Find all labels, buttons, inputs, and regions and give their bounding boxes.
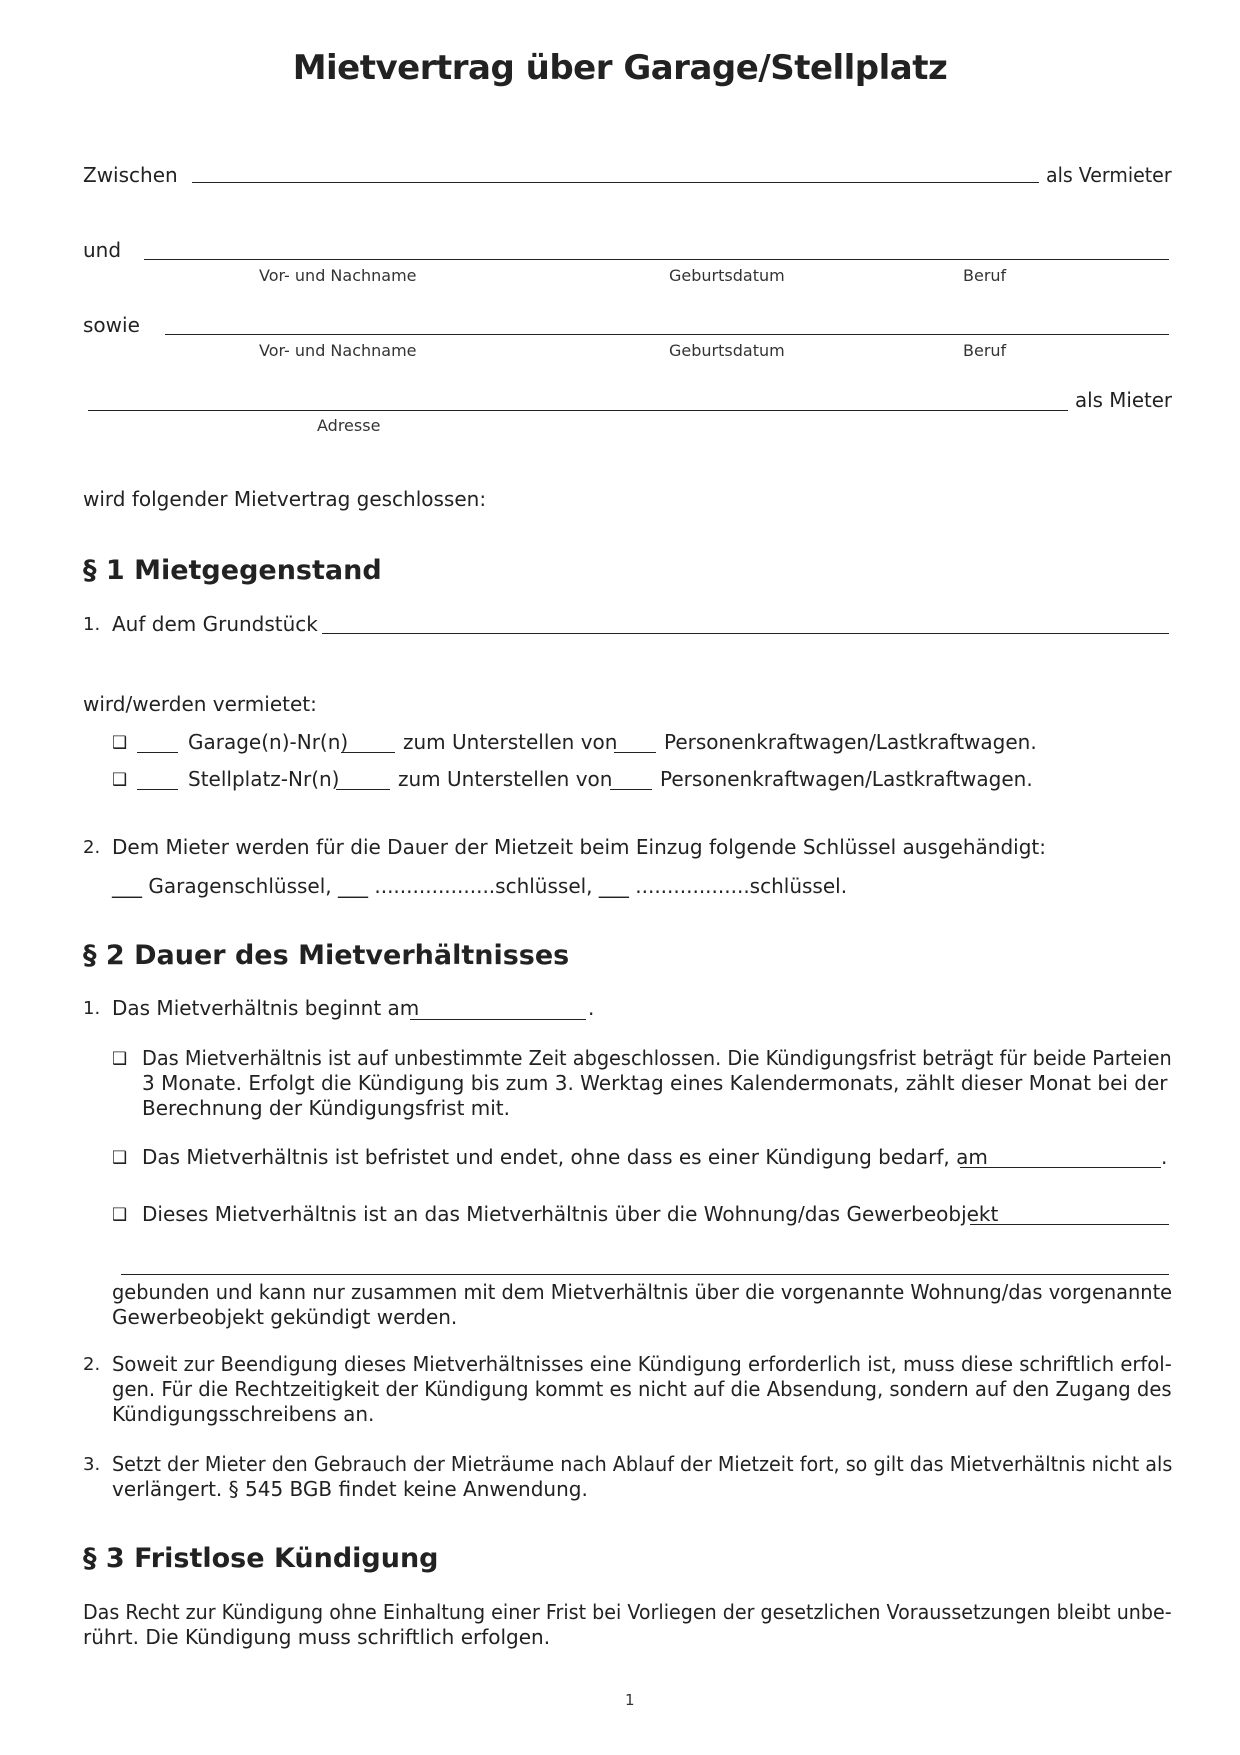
s2-item2-line3: Kündigungsschreibens an.	[112, 1402, 375, 1426]
garage-count-field[interactable]	[137, 752, 178, 753]
stellplatz-checkbox[interactable]: ❑	[112, 770, 128, 790]
und-label: und	[83, 238, 122, 262]
mieter2-geburtsdatum-caption: Geburtsdatum	[669, 341, 785, 360]
mieter2-field[interactable]	[165, 334, 1169, 335]
s2-beginn-period: .	[588, 996, 595, 1020]
vermieter-field[interactable]	[192, 182, 1039, 183]
als-vermieter-label: als Vermieter	[1046, 163, 1172, 187]
s2-item3-line2: verlängert. § 545 BGB findet keine Anwendung.	[112, 1477, 588, 1501]
stellplatz-number-field[interactable]	[336, 789, 390, 790]
s2-item2-number: 2.	[83, 1354, 101, 1375]
befristet-text: Das Mietverhältnis ist befristet und endet, ohne dass es einer Kündigung bedarf, am	[142, 1145, 988, 1169]
unbefristet-line2: 3 Monate. Erfolgt die Kündigung bis zum 3. Werktag eines Kalendermonats, zählt dieser Monat bei der	[142, 1071, 1168, 1095]
mietbeginn-field[interactable]	[410, 1019, 586, 1020]
befristet-end-field[interactable]	[960, 1167, 1161, 1168]
stellplatz-vehicles-field[interactable]	[610, 789, 652, 790]
adresse-field[interactable]	[88, 410, 1068, 411]
garage-number-field[interactable]	[341, 752, 395, 753]
als-mieter-label: als Mieter	[1075, 388, 1173, 412]
gewerbeobjekt-field-continued[interactable]	[121, 1274, 1169, 1275]
garage-vehicles-field[interactable]	[614, 752, 656, 753]
page-number: 1	[625, 1691, 635, 1709]
s1-item1-number: 1.	[83, 614, 101, 635]
section3-heading: § 3 Fristlose Kündigung	[83, 1543, 439, 1574]
garage-unterstellen-label: zum Unterstellen von	[403, 730, 618, 754]
s2-item2-line2: gen. Für die Rechtzeitigkeit der Kündigung kommt es nicht auf die Absendung, sondern auf den Zugang des	[112, 1377, 1172, 1401]
s2-item3-number: 3.	[83, 1454, 101, 1475]
section1-heading: § 1 Mietgegenstand	[83, 555, 382, 586]
s1-grundstueck-label: Auf dem Grundstück	[112, 612, 318, 636]
s1-keys-line: ___ Garagenschlüssel, ___ ...................schlüssel, ___ ..................schlüssel.	[112, 874, 848, 898]
unbefristet-line1: Das Mietverhältnis ist auf unbestimmte Zeit abgeschlossen. Die Kündigungsfrist beträgt für beide Parteien	[142, 1046, 1172, 1070]
zwischen-label: Zwischen	[83, 163, 178, 187]
adresse-caption: Adresse	[317, 416, 381, 435]
mieter1-beruf-caption: Beruf	[963, 266, 1007, 285]
gebunden-cont-line1: gebunden und kann nur zusammen mit dem Mietverhältnis über die vorgenannte Wohnung/das vorgenannte	[112, 1280, 1173, 1304]
s1-schluessel-text: Dem Mieter werden für die Dauer der Mietzeit beim Einzug folgende Schlüssel ausgehändigt:	[112, 835, 1046, 859]
unbefristet-line3: Berechnung der Kündigungsfrist mit.	[142, 1096, 511, 1120]
s3-line2: rührt. Die Kündigung muss schriftlich erfolgen.	[83, 1625, 551, 1649]
mieter1-geburtsdatum-caption: Geburtsdatum	[669, 266, 785, 285]
unbefristet-checkbox[interactable]: ❑	[112, 1049, 128, 1069]
sowie-label: sowie	[83, 313, 140, 337]
gewerbeobjekt-field[interactable]	[970, 1224, 1169, 1225]
s3-line1: Das Recht zur Kündigung ohne Einhaltung einer Frist bei Vorliegen der gesetzlichen Voraussetzungen bleibt unbe-	[83, 1600, 1172, 1624]
gebunden-cont-line2: Gewerbeobjekt gekündigt werden.	[112, 1305, 458, 1329]
s2-item1-number: 1.	[83, 998, 101, 1019]
s1-item2-number: 2.	[83, 837, 101, 858]
befristet-period: .	[1161, 1145, 1168, 1169]
garage-vehicle-label: Personenkraftwagen/Lastkraftwagen.	[664, 730, 1037, 754]
mieter1-name-caption: Vor- und Nachname	[259, 266, 417, 285]
mieter2-name-caption: Vor- und Nachname	[259, 341, 417, 360]
section2-heading: § 2 Dauer des Mietverhältnisses	[83, 940, 570, 971]
gebunden-text: Dieses Mietverhältnis ist an das Mietverhältnis über die Wohnung/das Gewerbeobjekt	[142, 1202, 999, 1226]
grundstueck-field[interactable]	[322, 633, 1169, 634]
s2-item3-line1: Setzt der Mieter den Gebrauch der Mieträume nach Ablauf der Mietzeit fort, so gilt das Mietverhältnis nicht als	[112, 1452, 1173, 1476]
stellplatz-unterstellen-label: zum Unterstellen von	[398, 767, 613, 791]
s1-vermietet-label: wird/werden vermietet:	[83, 692, 317, 716]
garage-checkbox[interactable]: ❑	[112, 733, 128, 753]
garage-label: Garage(n)-Nr(n)	[188, 730, 349, 754]
stellplatz-vehicle-label: Personenkraftwagen/Lastkraftwagen.	[660, 767, 1033, 791]
mieter1-field[interactable]	[144, 259, 1169, 260]
befristet-checkbox[interactable]: ❑	[112, 1148, 128, 1168]
stellplatz-label: Stellplatz-Nr(n)	[188, 767, 340, 791]
vertrag-closing: wird folgender Mietvertrag geschlossen:	[83, 487, 487, 511]
s2-item2-line1: Soweit zur Beendigung dieses Mietverhältnisses eine Kündigung erforderlich ist, muss diese schriftlich erfol-	[112, 1352, 1172, 1376]
gebunden-checkbox[interactable]: ❑	[112, 1205, 128, 1225]
stellplatz-count-field[interactable]	[137, 789, 178, 790]
s2-beginn-label: Das Mietverhältnis beginnt am	[112, 996, 420, 1020]
mieter2-beruf-caption: Beruf	[963, 341, 1007, 360]
document-title: Mietvertrag über Garage/Stellplatz	[292, 48, 948, 88]
